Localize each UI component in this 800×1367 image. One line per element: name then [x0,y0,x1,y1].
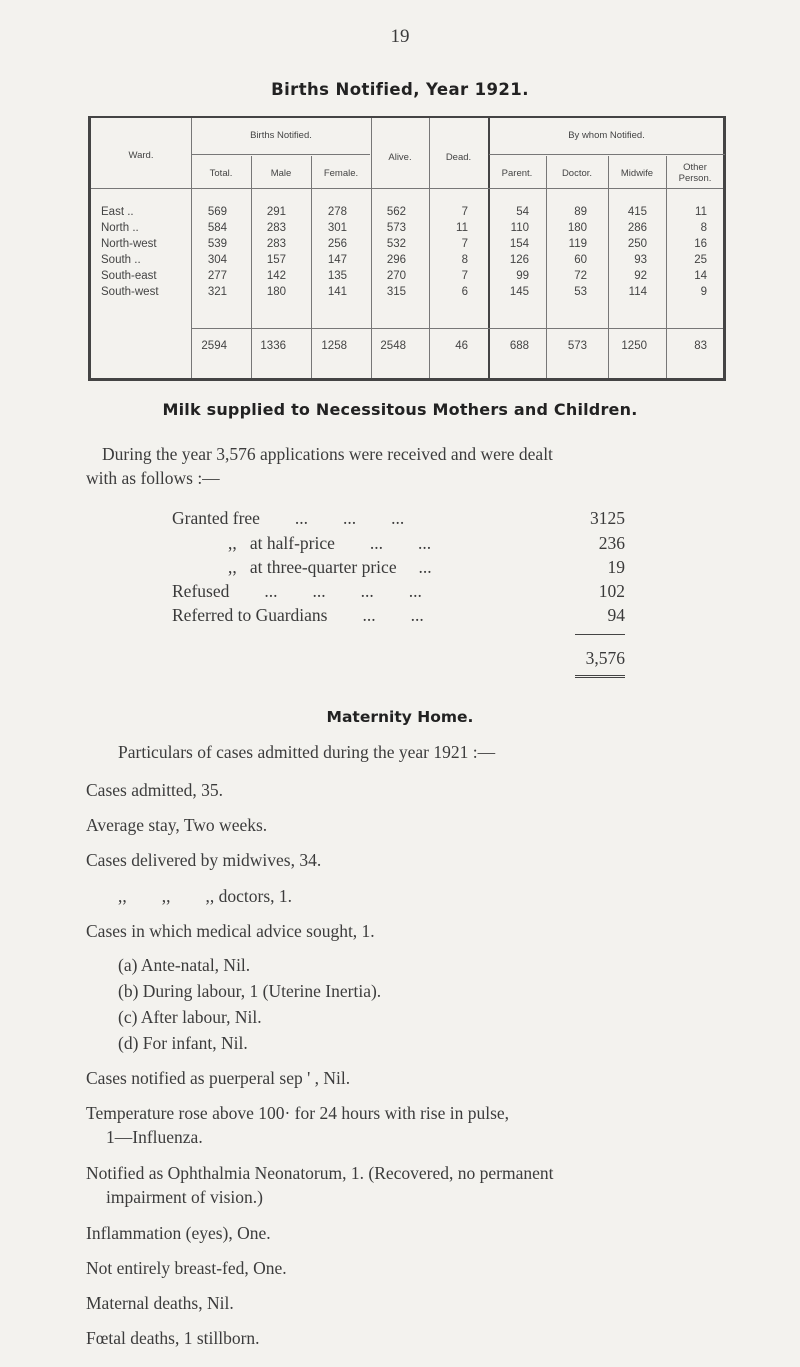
dead-cell: 7 [461,238,468,250]
maternity-line: Particulars of cases admitted during the year 1921 :— [118,742,496,762]
maternity-line: (c) After labour, Nil. [118,1007,262,1027]
dead-cell: 7 [461,206,468,218]
alive-cell: 2548 [380,340,406,352]
male-cell: 283 [266,222,286,234]
milk-item-label: ,, at half-price ... ... [228,533,432,553]
milk-item-value: 236 [598,533,625,553]
other-cell: 83 [694,340,707,352]
alive-cell: 573 [386,222,406,234]
maternity-section-title: Maternity Home. [326,708,474,726]
midwife-cell: 114 [628,286,647,298]
alive-cell: 270 [386,270,406,282]
male-cell: 291 [266,206,286,218]
header-doctor: Doctor. [561,168,593,179]
ward-cell: North-west [101,238,157,250]
milk-item-value: 94 [607,605,625,625]
parent-cell: 145 [509,286,529,298]
midwife-cell: 286 [627,222,647,234]
maternity-line: Inflammation (eyes), One. [86,1223,271,1243]
maternity-line: Average stay, Two weeks. [86,815,268,835]
total-cell: 539 [207,238,227,250]
total-cell: 277 [207,270,227,282]
maternity-line: (d) For infant, Nil. [118,1033,248,1053]
male-cell: 1336 [260,340,286,352]
maternity-line: ,, ,, ,, doctors, 1. [118,886,293,906]
maternity-line: Fœtal deaths, 1 stillborn. [86,1328,260,1348]
maternity-line: 1—Influenza. [106,1127,203,1147]
births-table [88,116,726,381]
doctor-cell: 72 [574,270,587,282]
midwife-cell: 92 [634,270,647,282]
total-cell: 569 [207,206,227,218]
other-cell: 8 [700,222,707,234]
ward-cell: East .. [101,206,134,218]
milk-item-label: Referred to Guardians ... ... [172,605,424,625]
header-births-notified: Births Notified. [250,130,312,141]
dead-cell: 46 [455,340,468,352]
milk-intro-line: During the year 3,576 applications were received and were dealt [102,444,553,464]
maternity-line: Cases in which medical advice sought, 1. [86,921,375,941]
maternity-line: impairment of vision.) [106,1187,263,1207]
milk-item-value: 102 [598,581,625,601]
total-double-rule [575,675,625,678]
alive-cell: 296 [386,254,406,266]
milk-section-title: Milk supplied to Necessitous Mothers and Children. [162,400,638,419]
male-cell: 142 [266,270,286,282]
female-cell: 278 [327,206,347,218]
female-cell: 256 [327,238,347,250]
female-cell: 147 [327,254,347,266]
milk-item-value: 3125 [590,508,625,528]
other-cell: 16 [694,238,707,250]
maternity-line: Not entirely breast-fed, One. [86,1258,287,1278]
maternity-line: Maternal deaths, Nil. [86,1293,234,1313]
parent-cell: 154 [509,238,529,250]
midwife-cell: 415 [627,206,647,218]
milk-total: 3,576 [585,648,625,668]
midwife-cell: 93 [634,254,647,266]
male-cell: 283 [266,238,286,250]
total-cell: 321 [207,286,227,298]
maternity-line: Notified as Ophthalmia Neonatorum, 1. (Recovered, no permanent [86,1163,554,1183]
female-cell: 301 [327,222,347,234]
midwife-cell: 250 [627,238,647,250]
page-number: 19 [390,26,410,47]
parent-cell: 54 [516,206,529,218]
parent-cell: 110 [510,222,529,234]
milk-item-label: Refused ... ... ... ... [172,581,422,601]
doctor-cell: 53 [574,286,587,298]
female-cell: 1258 [321,340,347,352]
header-by-whom: By whom Notified. [568,130,645,141]
doctor-cell: 119 [568,238,587,250]
milk-item-label: Granted free ... ... ... [172,508,405,528]
dead-cell: 7 [461,270,468,282]
total-cell: 2594 [201,340,227,352]
milk-item-value: 19 [607,557,625,577]
ward-cell: South-west [101,286,159,298]
header-total: Total. [209,168,233,179]
header-male: Male [270,168,292,179]
doctor-cell: 89 [574,206,587,218]
maternity-line: Cases delivered by midwives, 34. [86,850,322,870]
doctor-cell: 573 [567,340,587,352]
header-midwife: Midwife [620,168,654,179]
total-cell: 304 [207,254,227,266]
parent-cell: 688 [509,340,529,352]
header-female: Female. [323,168,359,179]
births-table-title: Births Notified, Year 1921. [271,80,529,99]
other-cell: 25 [694,254,707,266]
dead-cell: 11 [456,222,468,234]
doctor-cell: 180 [567,222,587,234]
maternity-line: Cases notified as puerperal sep ' , Nil. [86,1068,351,1088]
alive-cell: 315 [386,286,406,298]
milk-intro-line: with as follows :— [86,468,220,488]
doctor-cell: 60 [574,254,587,266]
header-other-person: Other Person. [678,162,712,184]
male-cell: 157 [266,254,286,266]
other-cell: 9 [700,286,707,298]
alive-cell: 562 [386,206,406,218]
maternity-line: (a) Ante-natal, Nil. [118,955,251,975]
alive-cell: 532 [386,238,406,250]
ward-cell: North .. [101,222,139,234]
ward-cell: South .. [101,254,141,266]
header-alive: Alive. [388,152,412,163]
male-cell: 180 [266,286,286,298]
female-cell: 135 [327,270,347,282]
maternity-line: (b) During labour, 1 (Uterine Inertia). [118,981,382,1001]
milk-item-label: ,, at three-quarter price ... [228,557,432,577]
header-dead: Dead. [445,152,472,163]
sum-rule [575,634,625,635]
parent-cell: 99 [516,270,529,282]
ward-cell: South-east [101,270,157,282]
other-cell: 11 [695,206,707,218]
dead-cell: 6 [461,286,468,298]
dead-cell: 8 [461,254,468,266]
midwife-cell: 1250 [621,340,647,352]
total-cell: 584 [207,222,227,234]
maternity-line: Cases admitted, 35. [86,780,224,800]
maternity-line: Temperature rose above 100· for 24 hours with rise in pulse, [86,1103,510,1123]
female-cell: 141 [327,286,347,298]
header-parent: Parent. [501,168,533,179]
header-ward: Ward. [128,150,154,161]
parent-cell: 126 [509,254,529,266]
other-cell: 14 [694,270,707,282]
